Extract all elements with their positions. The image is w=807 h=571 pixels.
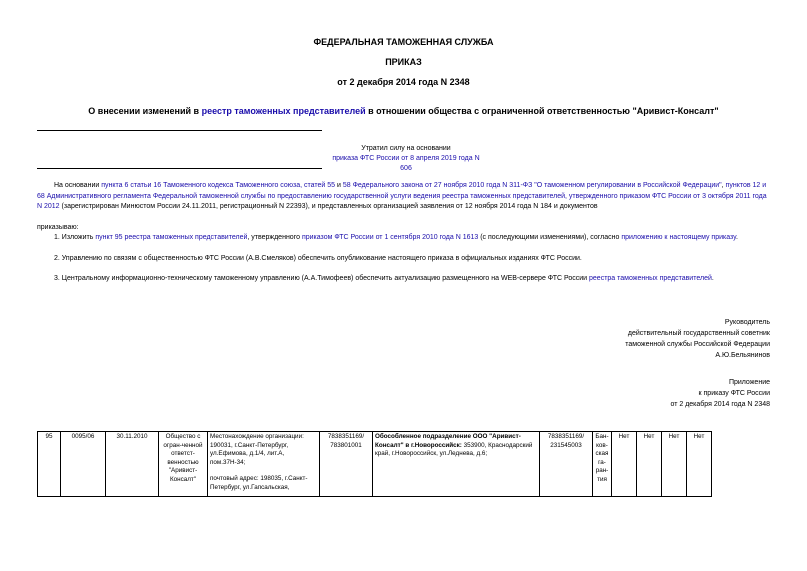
separator-line-top xyxy=(37,130,322,131)
registry-table xyxy=(37,431,712,497)
document-subject xyxy=(0,106,807,116)
table-cell-number: 95 xyxy=(38,432,61,497)
status-note xyxy=(326,144,486,174)
item-text: . xyxy=(735,234,738,241)
signature-line: Руководитель xyxy=(724,319,770,326)
subject-prefix: О внесении изменений в xyxy=(88,106,202,116)
preamble-link-customs-code[interactable]: пункта 6 статьи 16 Таможенного кодекса Таможенного союза, статей 55 xyxy=(101,182,336,189)
item-text: . xyxy=(711,275,714,282)
preamble-text: , xyxy=(721,182,726,189)
preamble-text: На основании xyxy=(54,182,102,189)
table-cell-flag: Нет xyxy=(612,432,637,497)
appendix-header xyxy=(670,377,770,410)
item-text: , утвержденного xyxy=(247,234,302,241)
signature-line: таможенной службы Российской Федерации xyxy=(625,341,770,348)
item-1-link-registry-point[interactable]: пункт 95 реестра таможенных представителей xyxy=(95,234,248,241)
table-cell-company-name: Общество с огран-ченной ответст-венностью "Аривист-Консалт" xyxy=(159,432,208,497)
table-cell-flag: Нет xyxy=(662,432,687,497)
item-3-link-registry[interactable]: реестра таможенных представителей xyxy=(589,275,712,282)
table-cell-guarantee: Бан-ков-ская га-ран-тия xyxy=(593,432,612,497)
preamble-text: и xyxy=(335,182,343,189)
order-item-1 xyxy=(54,233,770,244)
signature-line: А.Ю.Бельянинов xyxy=(715,352,770,359)
order-item-2: 2. Управлению по связям с общественностью ФТС России (А.В.Смеляков) обеспечить опубликование настоящего приказа в официальных изданиях ФТС России. xyxy=(54,255,582,262)
table-cell-date: 30.11.2010 xyxy=(106,432,159,497)
table-cell-branch xyxy=(373,432,540,497)
appendix-line: Приложение xyxy=(728,379,770,386)
subject-registry-link[interactable]: реестр таможенных представителей xyxy=(201,106,366,116)
table-cell-flag: Нет xyxy=(687,432,712,497)
separator-line-bottom xyxy=(37,168,322,169)
address-postal: почтовый адрес: 198035, г.Санкт-Петербург, ул.Гапсальская, xyxy=(210,475,308,491)
preamble-link-regulation[interactable]: пунктов 12 и 68 Административного регламента Федеральной таможенной службы по предоставлению государственной услуги ведения реестра таможенных представителей, утвержденного приказом ФТС России от 3 октября 2011 года N 2012 xyxy=(37,182,767,210)
preamble-text: (зарегистрирован Минюстом России 24.11.2011, регистрационный N 22393), и представленных организацией заявления от 12 ноября 2014 года N 184 и документов xyxy=(59,203,598,210)
agency-title: ФЕДЕРАЛЬНАЯ ТАМОЖЕННАЯ СЛУЖБА xyxy=(313,37,494,47)
branch-name: Обособленное подразделение ООО "Аривист-Консалт" в г.Новороссийск: xyxy=(375,433,521,449)
document-date-number: от 2 декабря 2014 года N 2348 xyxy=(337,77,470,87)
document-type: ПРИКАЗ xyxy=(385,57,422,67)
subject-suffix: в отношении общества с ограниченной ответственностью "Аривист-Консалт" xyxy=(365,106,719,116)
order-word: приказываю: xyxy=(37,224,79,231)
table-row xyxy=(38,432,712,497)
table-cell-flag: Нет xyxy=(637,432,662,497)
signature-line: действительный государственный советник xyxy=(627,330,770,337)
status-note-link[interactable]: приказа ФТС России от 8 апреля 2019 года N 606 xyxy=(332,155,480,172)
item-text: 1. Изложить xyxy=(54,234,96,241)
table-cell-address xyxy=(208,432,320,497)
table-cell-inn-kpp: 7838351169/ 783801001 xyxy=(320,432,373,497)
branch-address: 353900, Краснодарский край, г.Новороссийск, ул.Леднева, д.6; xyxy=(375,441,533,457)
status-note-text: Утратил силу на основании xyxy=(361,145,451,152)
preamble xyxy=(37,181,770,213)
item-1-link-order[interactable]: приказом ФТС России от 1 сентября 2010 года N 1613 xyxy=(301,234,479,241)
signature-block xyxy=(625,317,770,361)
preamble-link-federal-law[interactable]: 58 Федерального закона от 27 ноября 2010 года N 311-ФЗ "О таможенном регулировании в Российской Федерации" xyxy=(342,182,722,189)
order-item-3 xyxy=(54,274,770,285)
table-cell-registry-code: 0095/06 xyxy=(61,432,106,497)
appendix-line: к приказу ФТС России xyxy=(698,390,770,397)
appendix-line: от 2 декабря 2014 года N 2348 xyxy=(670,401,770,408)
item-text: (с последующими изменениями), согласно xyxy=(478,234,622,241)
item-1-link-appendix[interactable]: приложению к настоящему приказу xyxy=(621,234,736,241)
table-cell-branch-inn-kpp: 7838351169/ 231545003 xyxy=(540,432,593,497)
address-location: Местонахождение организации: 190031, г.Санкт-Петербург, ул.Ефимова, д.1/4, лит.А, пом.37Н-34; xyxy=(210,433,304,466)
item-text: 3. Центральному информационно-техническому таможенному управлению (А.А.Тимофеев) обеспечить актуализацию размещенного на WEB-сервере ФТС России xyxy=(54,275,590,282)
